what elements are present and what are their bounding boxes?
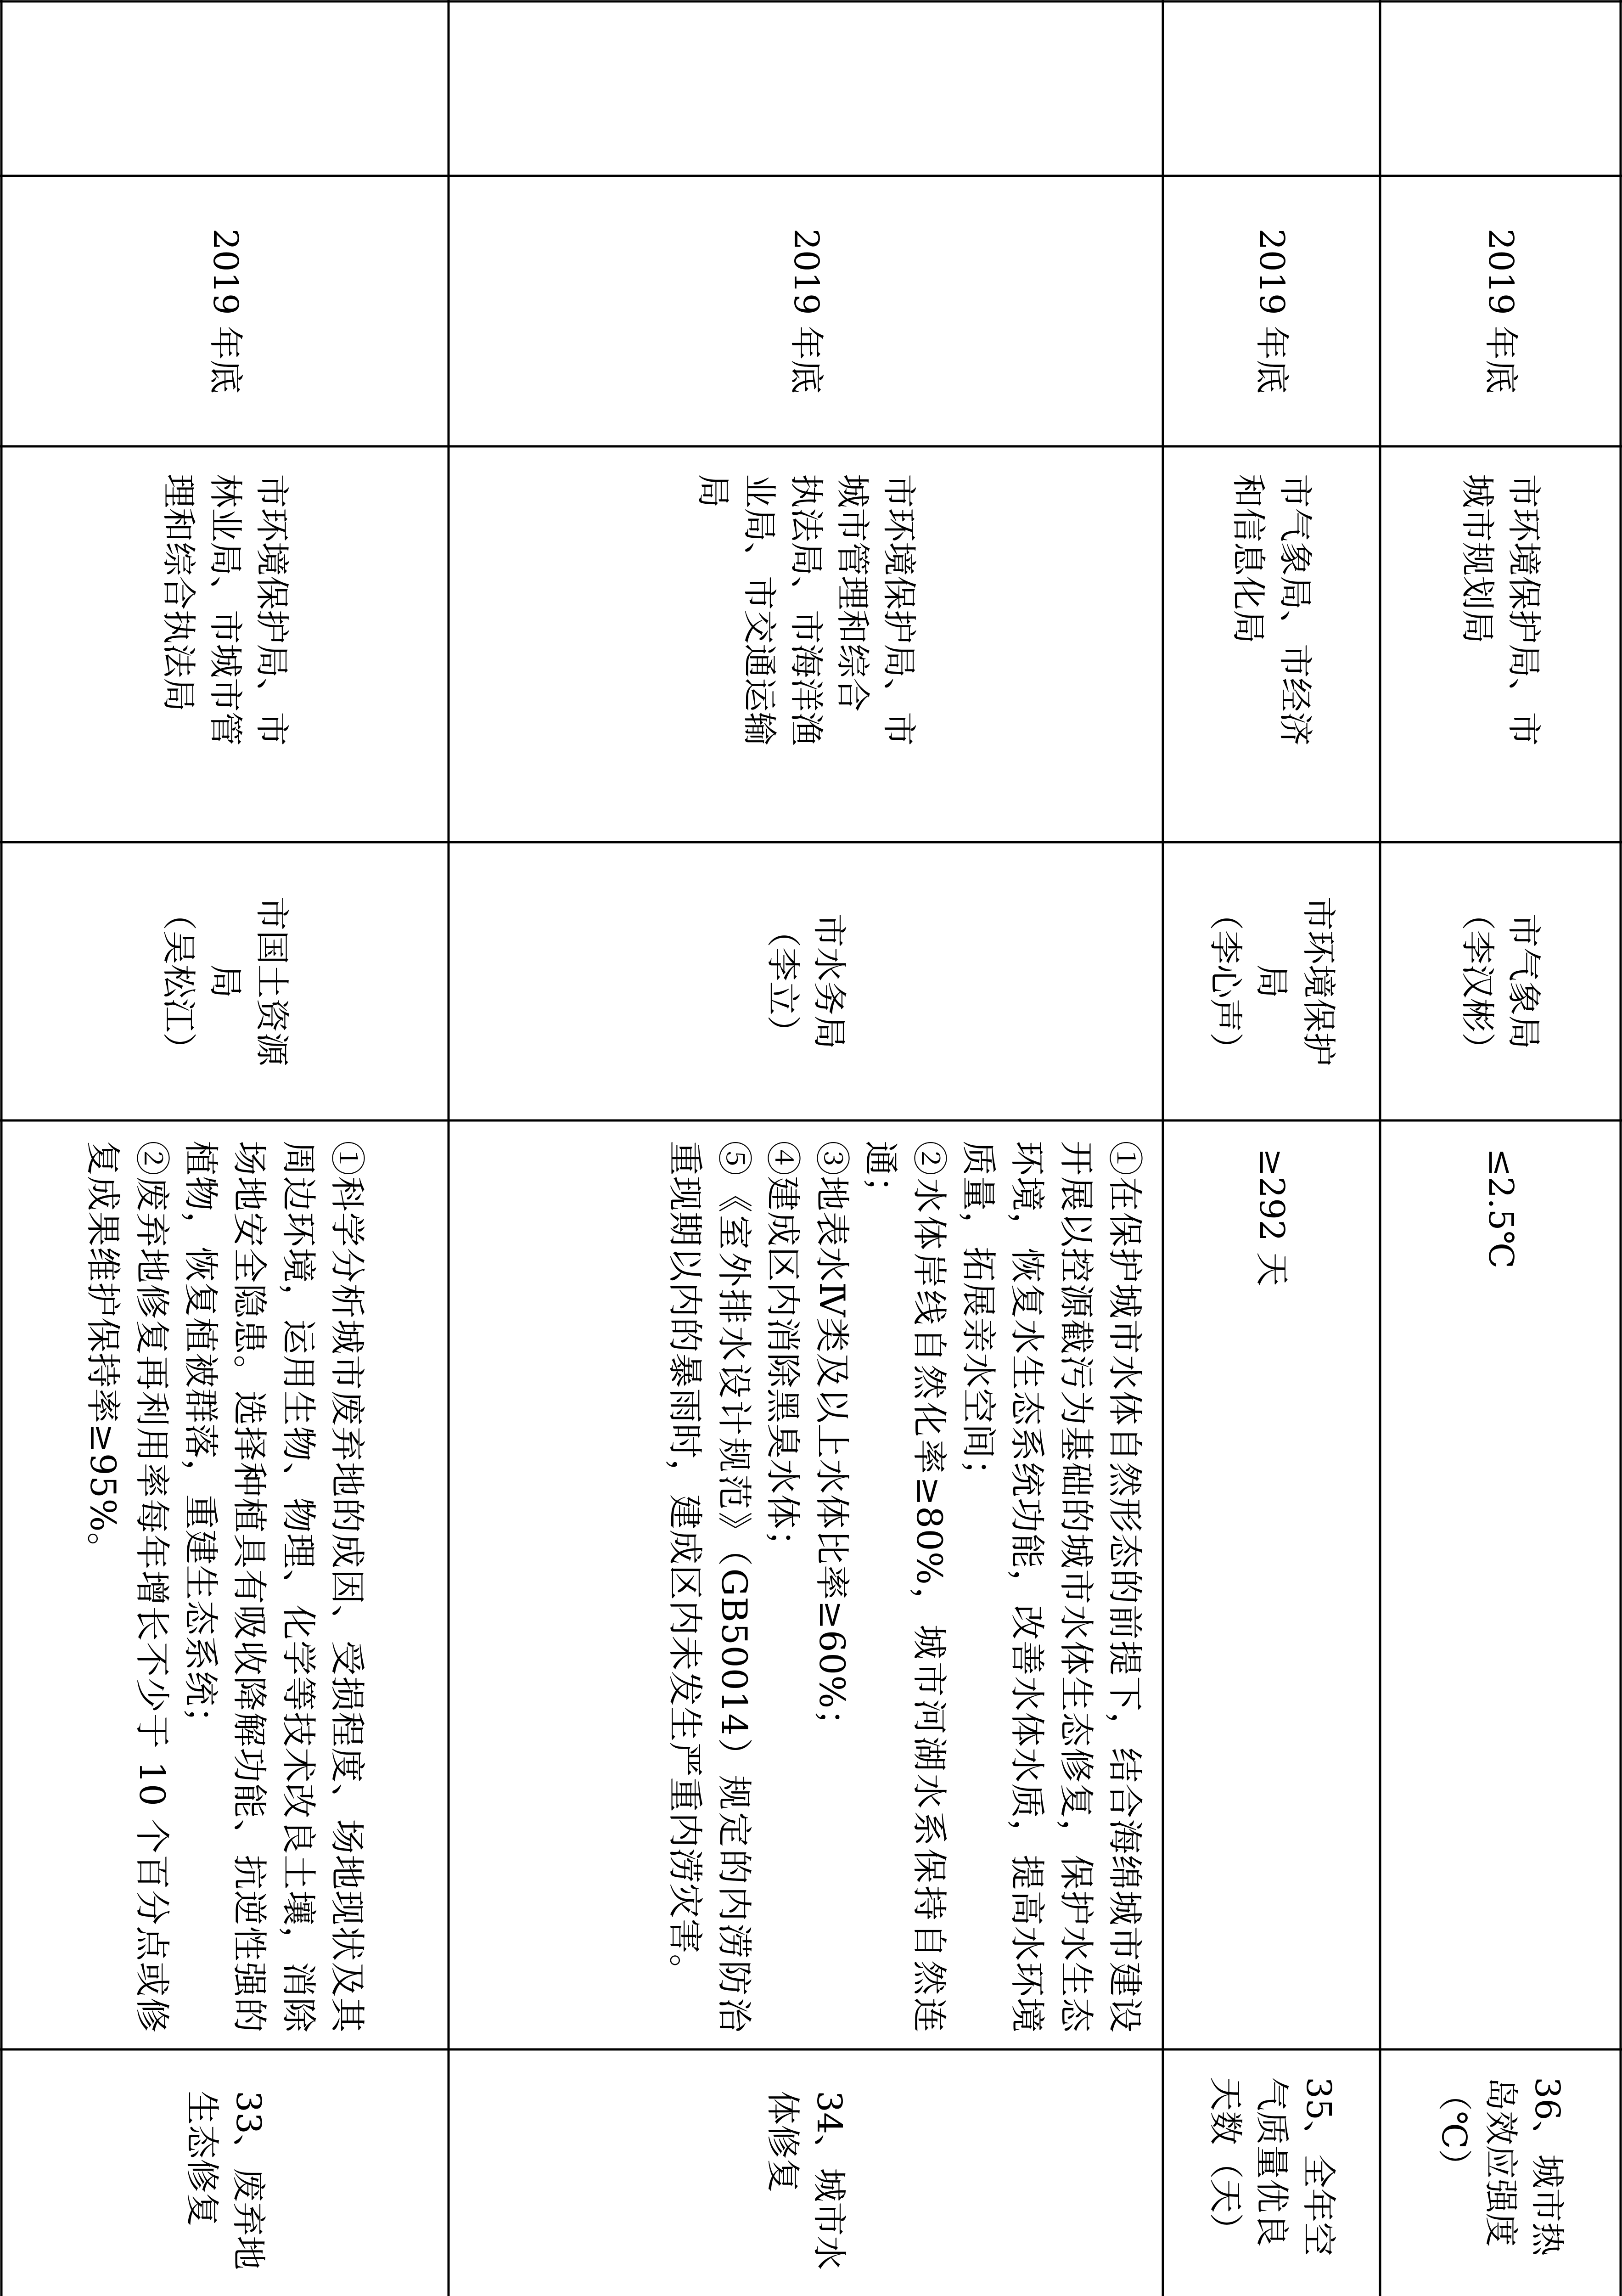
row-34-deadline-cell (449, 176, 1163, 446)
row-33-lead-line-1: 市国土资源 (252, 896, 292, 1066)
row-34-content-item-3: ③地表水Ⅳ类及以上水体比率≥60%； (811, 1141, 853, 1745)
row-33-cooperating-units-cell (1, 446, 449, 842)
row-35-deadline-cell (1163, 176, 1380, 446)
row-33-index-cell (1, 2049, 449, 2296)
row-33-cooperating-line-2: 林业局、市城市管 (205, 474, 245, 746)
row-33-index-line-1: 33、废弃地 (229, 2091, 269, 2270)
row-34-lead-line-2: （李立） (763, 913, 803, 1049)
row-33-lead-line-3: （吴松江） (159, 896, 199, 1066)
row-34-content-item-2: ②水体岸线自然化率≥80%，城市河湖水系保持自然连通； (860, 1141, 950, 2033)
row-36-content-cell (1380, 1120, 1621, 2049)
row-35-lead-unit-cell (1163, 842, 1380, 1120)
row-35-lead-line-2: 局 (1252, 964, 1292, 998)
row-36-cooperating-line-2: 城市规划局 (1458, 474, 1497, 644)
row-33-deadline: 2019 年底 (205, 228, 245, 394)
row-34-cooperating-line-4: 业局、市交通运输 (740, 474, 780, 746)
row-33-lead-unit-cell (1, 842, 449, 1120)
row-34-cooperating-line-5: 局 (693, 474, 733, 508)
row-35-index-line-3: 天数（天） (1205, 2077, 1245, 2247)
row-34-content-item-5: ⑤《室外排水设计规范》（GB50014）规定的内涝防治重现期以内的暴雨时，建成区内未发生严重内涝灾害。 (665, 1141, 755, 2033)
row-35-content-cell (1163, 1120, 1380, 2049)
row-33-index-line-2: 生态修复 (182, 2091, 222, 2227)
row-34-deadline: 2019 年底 (786, 228, 826, 394)
row-35-lead-line-1: 市环境保护 (1298, 896, 1338, 1066)
row-35-content-value: ≥292 天 (1252, 1148, 1292, 1286)
row-34-content-cell (449, 1120, 1163, 2049)
row-35-cooperating-line-1: 市气象局、市经济 (1275, 474, 1315, 746)
row-34-content-item-4: ④建成区内消除黑臭水体； (763, 1141, 804, 1565)
row-33-content-item-2: ②废弃地修复再利用率每年增长不少于 10 个百分点或修复成果维护保持率≥95%。 (83, 1141, 173, 2033)
row-34-index-line-1: 34、城市水 (809, 2091, 849, 2270)
row-33-content-item-1: ①科学分析城市废弃地的成因、受损程度、场地现状及其周边环境，运用生物、物理、化学等技术改良土壤，消除场地安全隐患。选择种植具有吸收降解功能、抗逆性强的植物，恢复植被群落，重建生态系统； (180, 1141, 368, 2033)
row-34-index-cell (449, 2049, 1163, 2296)
row-33-cooperating-line-3: 理和综合执法局 (159, 474, 199, 712)
row-35-index-line-2: 气质量优良 (1252, 2077, 1292, 2247)
row-36-lead-line-2: （李汉彬） (1458, 896, 1497, 1066)
row-34-lead-line-1: 市水务局 (809, 913, 849, 1049)
row-33-deadline-cell (1, 176, 449, 446)
row-34-index-line-2: 体修复 (763, 2091, 803, 2193)
row-36-index-line-3: （℃） (1434, 2077, 1474, 2183)
row-36-content-value: ≤2.5℃ (1481, 1148, 1521, 1269)
row-34-cooperating-line-1: 市环境保护局、市 (879, 474, 919, 746)
row-36-lead-line-1: 市气象局 (1504, 913, 1544, 1049)
row-34-cooperating-line-2: 城市管理和综合 (833, 474, 873, 712)
row-36-deadline-cell (1380, 176, 1621, 446)
row-36-cooperating-line-1: 市环境保护局、市 (1504, 474, 1544, 746)
row-34-lead-unit-cell (449, 842, 1163, 1120)
row-36-deadline: 2019 年底 (1481, 228, 1521, 394)
row-36-index-line-1: 36、城市热 (1527, 2077, 1567, 2257)
row-36-lead-unit-cell (1380, 842, 1621, 1120)
row-33-lead-line-2: 局 (205, 964, 245, 998)
row-36-index-line-2: 岛效应强度 (1481, 2077, 1521, 2247)
row-34-content-item-1: ①在保护城市水体自然形态的前提下，结合海绵城市建设开展以控源截污为基础的城市水体生态修复，保护水生态环境，恢复水生态系统功能，改善水体水质，提高水环境质量，拓展亲水空间； (958, 1141, 1145, 2033)
row-35-index-cell (1163, 2049, 1380, 2296)
row-35-cooperating-line-2: 和信息化局 (1229, 474, 1268, 644)
row-35-cooperating-units-cell (1163, 446, 1380, 842)
row-35-index-line-1: 35、全年空 (1298, 2077, 1338, 2257)
row-33-cooperating-line-1: 市环境保护局、市 (252, 474, 292, 746)
row-35-lead-line-3: （李心声） (1205, 896, 1245, 1066)
row-35-deadline: 2019 年底 (1252, 228, 1292, 394)
row-34-cooperating-units-cell (449, 446, 1163, 842)
row-34-cooperating-line-3: 执法局、市海洋渔 (786, 474, 826, 746)
row-36-index-cell (1380, 2049, 1621, 2296)
row-33-content-cell (1, 1120, 449, 2049)
row-36-cooperating-units-cell (1380, 446, 1621, 842)
